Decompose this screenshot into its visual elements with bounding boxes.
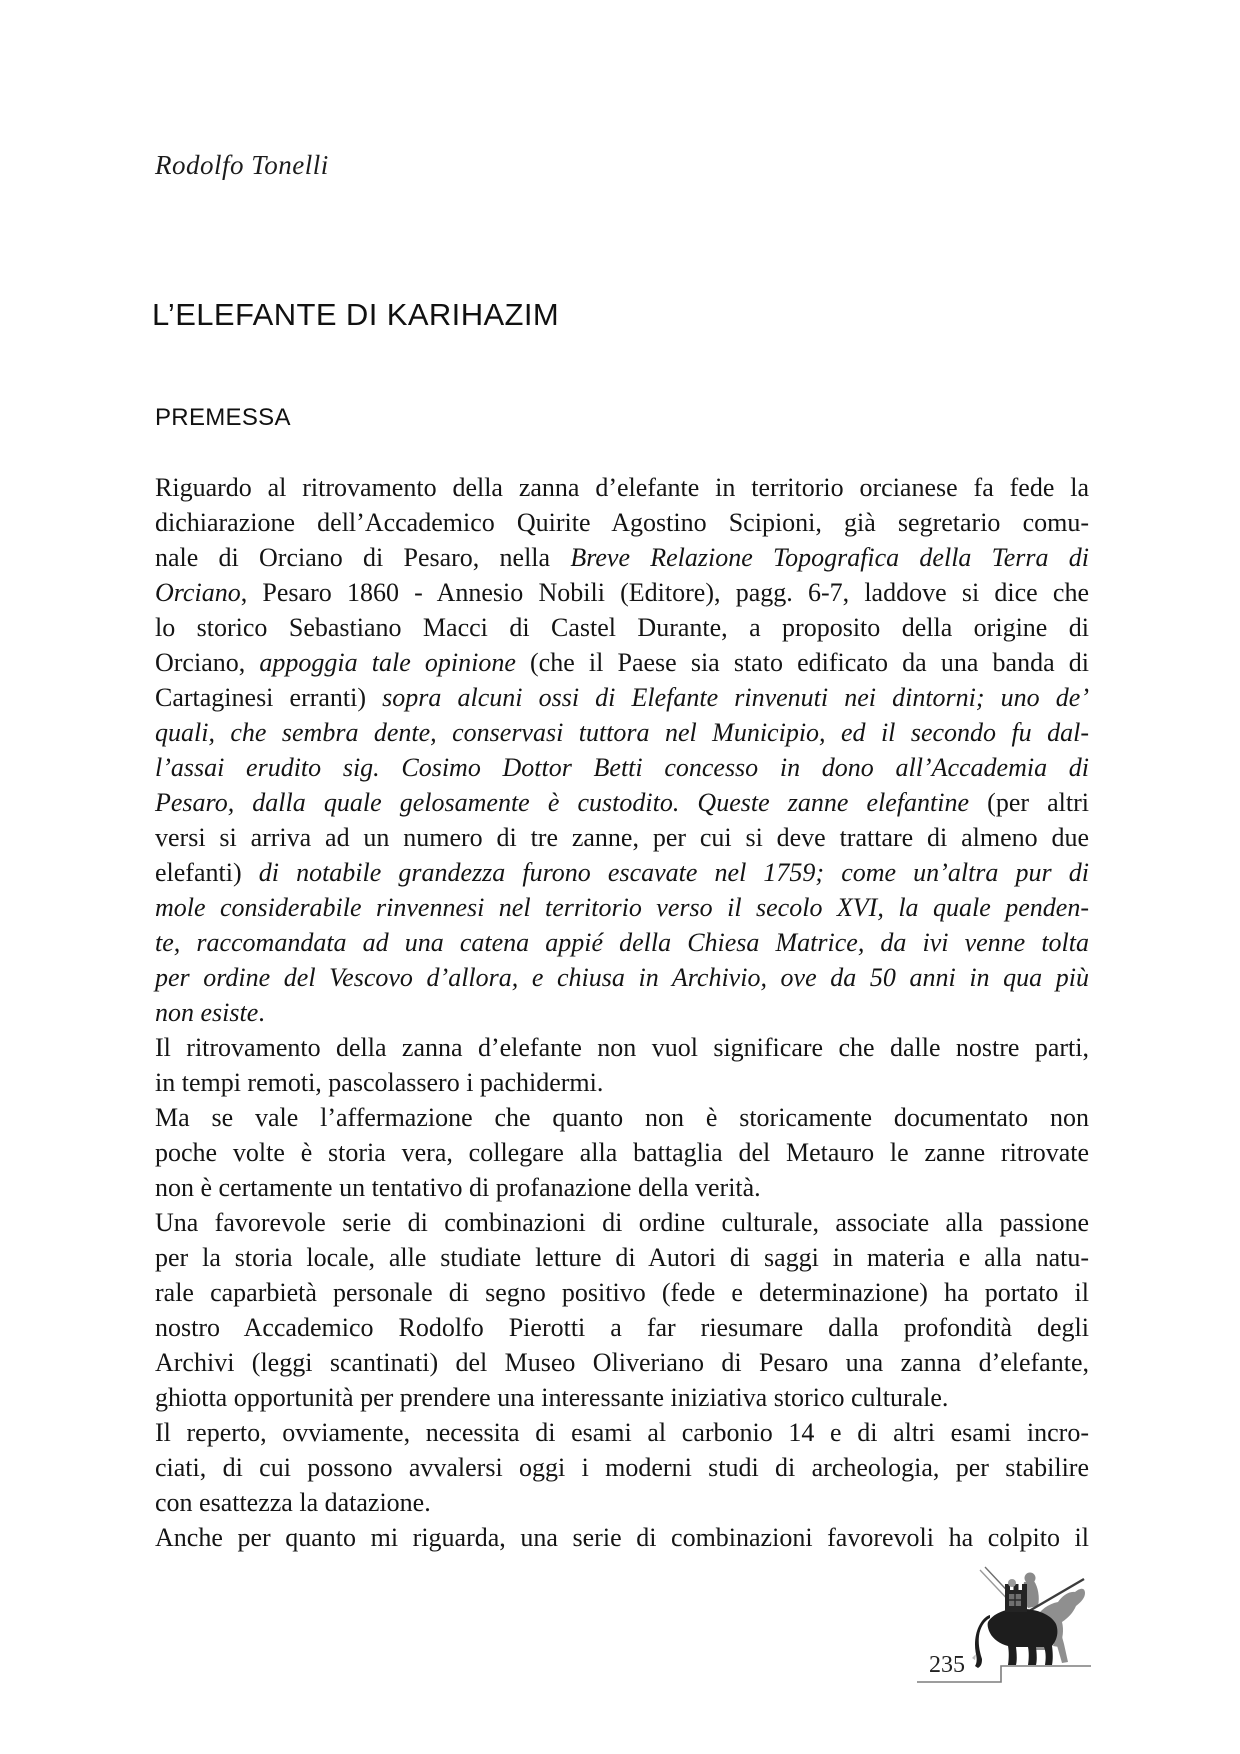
text-line <box>155 820 1089 855</box>
text-line <box>155 925 1089 960</box>
text-segment: Ma se vale l’affermazione che quanto non è storicamente documentato non <box>155 1103 1089 1132</box>
text-segment: Cartaginesi erranti) <box>155 683 383 712</box>
text-line <box>155 1310 1089 1345</box>
text-line <box>155 1415 1089 1450</box>
italic-text-segment: sopra alcuni ossi di Elefante rinvenuti nei dintorni; uno de’ <box>382 683 1089 712</box>
text-segment: ciati, di cui possono avvalersi oggi i moderni studi di archeologia, per stabilire <box>155 1453 1089 1482</box>
text-segment: nostro Accademico Rodolfo Pierotti a far riesumare dalla profondità degli <box>155 1313 1089 1342</box>
text-segment: dichiarazione dell’Accademico Quirite Agostino Scipioni, già segretario comu- <box>155 508 1089 537</box>
text-segment: , Pesaro 1860 - Annesio Nobili (Editore), pagg. 6-7, laddove si dice che <box>240 578 1089 607</box>
text-segment: . <box>258 998 265 1027</box>
text-line <box>155 680 1089 715</box>
text-line <box>155 1205 1089 1240</box>
text-line <box>155 960 1089 995</box>
italic-text-segment: Pesaro, dalla quale gelosamente è custodito. Queste zanne elefantine <box>155 788 970 817</box>
text-segment: non è certamente un tentativo di profanazione della verità. <box>155 1173 761 1202</box>
text-line <box>155 1240 1089 1275</box>
text-segment: Il ritrovamento della zanna d’elefante non vuol significare che dalle nostre parti, <box>155 1033 1089 1062</box>
italic-text-segment: appoggia tale opinione <box>259 648 516 677</box>
war-elephant-icon <box>972 1566 1090 1670</box>
text-line <box>155 890 1089 925</box>
text-segment: Archivi (leggi scantinati) del Museo Oliveriano di Pesaro una zanna d’elefante, <box>155 1348 1089 1377</box>
text-line <box>155 610 1089 645</box>
text-segment: (che il Paese sia stato edificato da una banda di <box>515 648 1089 677</box>
text-segment: Riguardo al ritrovamento della zanna d’elefante in territorio orcianese fa fede la <box>155 473 1089 502</box>
text-line <box>155 1100 1089 1135</box>
text-segment: per la storia locale, alle studiate letture di Autori di saggi in materia e alla natu- <box>155 1243 1089 1272</box>
text-segment: con esattezza la datazione. <box>155 1488 431 1517</box>
text-line <box>155 715 1089 750</box>
text-line <box>155 1520 1089 1555</box>
text-line <box>155 1450 1089 1485</box>
italic-text-segment: Breve Relazione Topografica della Terra di <box>570 543 1089 572</box>
text-line <box>155 785 1089 820</box>
italic-text-segment: Orciano <box>155 578 241 607</box>
text-line <box>155 505 1089 540</box>
text-segment: in tempi remoti, pascolassero i pachidermi. <box>155 1068 604 1097</box>
text-segment: poche volte è storia vera, collegare alla battaglia del Metauro le zanne ritrovate <box>155 1138 1089 1167</box>
text-line <box>155 470 1089 505</box>
text-line <box>155 1275 1089 1310</box>
italic-text-segment: di notabile grandezza furono escavate nel 1759; come un’altra pur di <box>258 858 1089 887</box>
text-line <box>155 855 1089 890</box>
page-title: L’ELEFANTE DI KARIHAZIM <box>152 297 560 332</box>
author-name: Rodolfo Tonelli <box>155 150 329 180</box>
text-segment: Orciano, <box>155 648 260 677</box>
text-line <box>155 540 1089 575</box>
text-segment: versi si arriva ad un numero di tre zanne, per cui si deve trattare di almeno due <box>155 823 1089 852</box>
text-segment: elefanti) <box>155 858 259 887</box>
text-line <box>155 995 1089 1030</box>
text-segment: lo storico Sebastiano Macci di Castel Durante, a proposito della origine di <box>155 613 1089 642</box>
text-line <box>155 1030 1089 1065</box>
italic-text-segment: quali, che sembra dente, conservasi tuttora nel Municipio, ed il secondo fu dal- <box>155 718 1089 747</box>
text-segment: ghiotta opportunità per prendere una interessante iniziativa storico culturale. <box>155 1383 949 1412</box>
body-text <box>155 470 1089 1555</box>
text-segment: Una favorevole serie di combinazioni di ordine culturale, associate alla passione <box>155 1208 1089 1237</box>
italic-text-segment: non esiste <box>155 998 259 1027</box>
italic-text-segment: l’assai erudito sig. Cosimo Dottor Betti concesso in dono all’Accademia di <box>155 753 1089 782</box>
text-line <box>155 750 1089 785</box>
text-line <box>155 1345 1089 1380</box>
text-line <box>155 1135 1089 1170</box>
text-line <box>155 1170 1089 1205</box>
text-line <box>155 1065 1089 1100</box>
text-segment: (per altri <box>969 788 1090 817</box>
text-segment: Anche per quanto mi riguarda, una serie di combinazioni favorevoli ha colpito il <box>155 1523 1089 1552</box>
text-segment: Il reperto, ovviamente, necessita di esami al carbonio 14 e di altri esami incro- <box>155 1418 1089 1447</box>
italic-text-segment: mole considerabile rinvennesi nel territorio verso il secolo XVI, la quale penden- <box>155 893 1089 922</box>
page-number: 235 <box>929 1652 965 1678</box>
text-line <box>155 1380 1089 1415</box>
text-line <box>155 645 1089 680</box>
italic-text-segment: te, raccomandata ad una catena appié della Chiesa Matrice, da ivi venne tolta <box>155 928 1089 957</box>
text-segment: rale caparbietà personale di segno positivo (fede e determinazione) ha portato il <box>155 1278 1089 1307</box>
text-line <box>155 1485 1089 1520</box>
text-segment: nale di Orciano di Pesaro, nella <box>155 543 571 572</box>
section-heading: PREMESSA <box>155 404 291 431</box>
italic-text-segment: per ordine del Vescovo d’allora, e chiusa in Archivio, ove da 50 anni in qua più <box>155 963 1089 992</box>
text-line <box>155 575 1089 610</box>
